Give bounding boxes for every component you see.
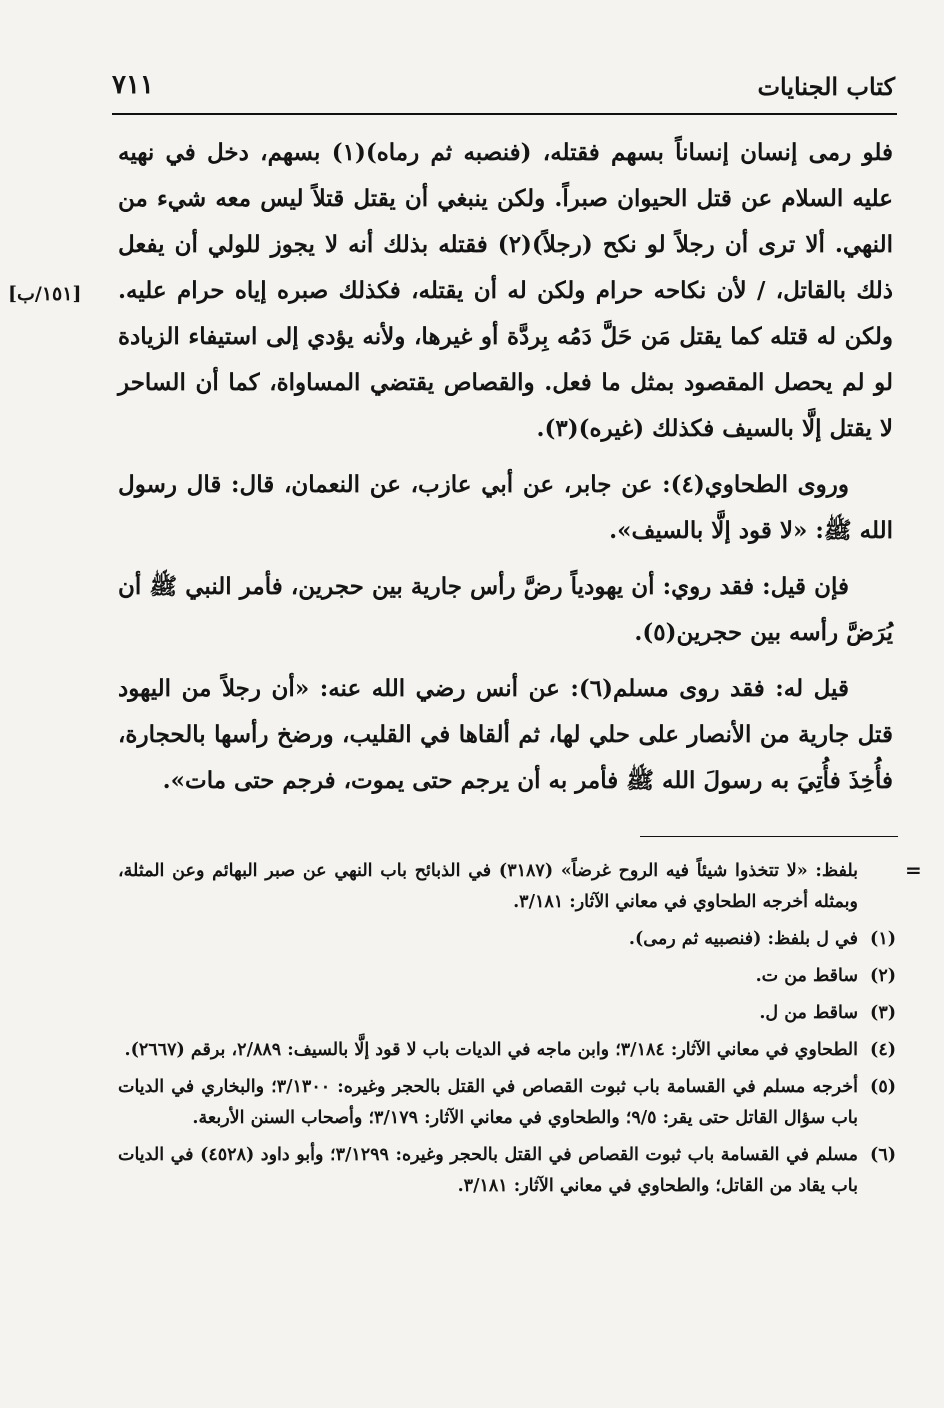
footnote-continuation: بلفظ: «لا تتخذوا شيئاً فيه الروح غرضاً» (٣١٨٧) في الذبائح باب النهي عن صبر البهائم وعن المثلة، وبمثله أخرجه الطحاوي في معاني الآثار: ٣/١٨١. — [118, 861, 859, 912]
footnote-number: (١) — [870, 929, 896, 949]
paragraph-2: وروى الطحاوي(٤): عن جابر، عن أبي عازب، عن النعمان، قال: قال رسول الله ﷺ: «لا قود إلَّا بالسيف». — [118, 471, 893, 544]
footnote-text: الطحاوي في معاني الآثار: ٣/١٨٤؛ وابن ماجه في الديات باب لا قود إلَّا بالسيف: ٢/٨٨٩، برقم (٢٦٦٧). — [124, 1040, 858, 1060]
footnote-text: ساقط من ت. — [755, 966, 858, 986]
footnote-number: (٤) — [870, 1040, 896, 1060]
footnote-text: أخرجه مسلم في القسامة باب ثبوت القصاص في القتل بالحجر وغيره: ٣/١٣٠٠؛ والبخاري في الديات باب سؤال القاتل حتى يقر: ٩/٥؛ والطحاوي في معاني الآثار: ٣/١٧٩؛ وأصحاب السنن الأربعة. — [118, 1077, 858, 1128]
footnote-text: مسلم في القسامة باب ثبوت القصاص في القتل بالحجر وغيره: ٣/١٢٩٩؛ وأبو داود (٤٥٢٨) في الديات باب يقاد من القاتل؛ والطحاوي في معاني الآثار: ٣/١٨١. — [118, 1145, 858, 1196]
footnote-text: ساقط من ل. — [759, 1003, 858, 1023]
footnote-number: (٥) — [870, 1077, 896, 1097]
footnote-number: (٢) — [870, 966, 896, 986]
footnote-continuation-mark: = — [905, 858, 922, 882]
header-rule — [112, 113, 897, 115]
page-number: ٧١١ — [112, 70, 154, 100]
footnote-5 — [118, 1072, 896, 1134]
footnote-number: (٣) — [870, 1003, 896, 1023]
running-header — [110, 66, 895, 110]
footnotes — [118, 856, 896, 1208]
footnote-text: في ل بلفظ: (فنصبيه ثم رمى). — [628, 929, 858, 949]
footnote-rule — [640, 836, 898, 837]
footnote-4 — [118, 1035, 896, 1066]
paragraph-4: قيل له: فقد روى مسلم(٦): عن أنس رضي الله عنه: «أن رجلاً من اليهود قتل جارية من الأنصار على حلي لها، ثم ألقاها في القليب، ورضخ رأسها بالحجارة، فأُخِذَ فأُتِيَ به رسولَ الله ﷺ فأمر به أن يرجم حتى يموت، فرجم حتى مات». — [118, 675, 893, 794]
footnote-number: (٦) — [870, 1145, 896, 1165]
paragraph-3: فإن قيل: فقد روي: أن يهودياً رضَّ رأس جارية بين حجرين، فأمر النبي ﷺ أن يُرَضَّ رأسه بين حجرين(٥). — [118, 573, 893, 646]
footnote-3 — [118, 998, 896, 1029]
manuscript-folio-note: [١٥١/ب] — [8, 283, 82, 305]
footnote-1 — [118, 924, 896, 955]
footnote-6 — [118, 1140, 896, 1202]
book-title: كتاب الجنايات — [757, 72, 895, 101]
paragraph-1: فلو رمى إنسان إنساناً بسهم فقتله، (فنصبه ثم رماه)(١) بسهم، دخل في نهيه عليه السلام عن قتل الحيوان صبراً. ولكن ينبغي أن يقتل قتلاً ليس معه شيء من النهي. ألا ترى أن رجلاً لو نكح (رجلاً)(٢) فقتله بذلك أنه لا يجوز للولي أن يفعل ذلك بالقاتل، / لأن نكاحه حرام ولكن له أن يقتله، فكذلك صبره إياه حرام عليه. ولكن له قتله كما يقتل مَن حَلَّ دَمُه بِردَّة أو غيرها، ولأنه يؤدي إلى استيفاء الزيادة لو لم يحصل المقصود بمثل ما فعل. والقصاص يقتضي المساواة، كما أن الساحر لا يقتل إلَّا بالسيف فكذلك (غيره)(٣). — [118, 139, 894, 442]
main-text — [118, 130, 893, 804]
footnote-2 — [118, 961, 896, 992]
